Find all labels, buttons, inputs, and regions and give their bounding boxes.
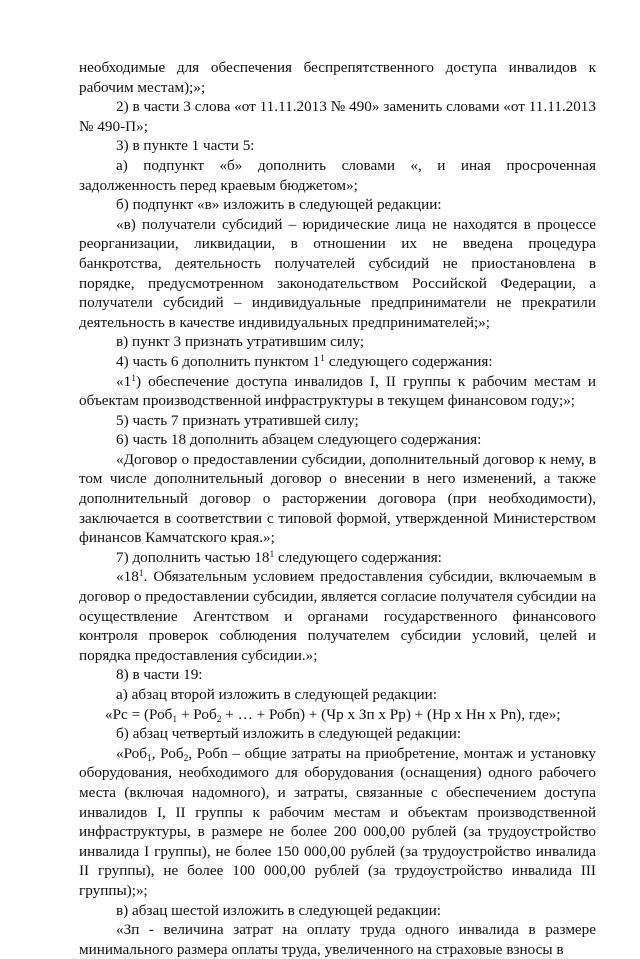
- paragraph-20: в) абзац шестой изложить в следующей редакции:: [116, 901, 442, 919]
- paragraph-9: «$1^1$) обеспечение доступа инвалидов I, II группы к рабочим местам и объектам производственной инфраструктуры в текущем финансовом году;»;: [79, 372, 596, 410]
- paragraph-7: в) пункт 3 признать утратившим силу;: [116, 333, 365, 351]
- paragraph-12: «Договор о предоставлении субсидии, дополнительный договор к нему, в том числе дополнительный договор о внесении в него изменений, а также дополнительный договор о расторжении договора (при необходимости), заключается в соответствии с типовой формой, утвержденной Министерством финансов Камчатского края.»;: [79, 450, 596, 547]
- paragraph-11: 6) часть 18 дополнить абзацем следующего содержания:: [116, 431, 482, 449]
- paragraph-8: 4) часть 6 дополнить пунктом $1^1$ следующего содержания:: [116, 352, 493, 370]
- document-page: [79, 58, 596, 959]
- paragraph-18: б) абзац четвертый изложить в следующей редакции:: [116, 725, 462, 743]
- paragraph-21: «Зп - величина затрат на оплату труда одного инвалида в размере минимального размера оплаты труда, увеличенного на страховые взносы в: [79, 921, 596, 958]
- paragraph-19: «Роб$_1$, Роб$_2$, Робn – общие затраты на приобретение, монтаж и установку оборудования, необходимого для оборудования (оснащения) одного рабочего места (включая надомного), и затраты, связанные с обеспечением доступа инвалидов I, II группы к рабочим местам и объектам производственной инфраструктуры, в размере не более 200 000,00 рублей (за трудоустройство инвалида I группы), не более 150 000,00 рублей (за трудоустройство инвалида II группы), не более 100 000,00 рублей (за трудоустройство инвалида III группы);»;: [79, 744, 596, 899]
- formula-line: «Рс = (Роб$_1$ + Роб$_2$ + … + Робn) + (Чр х Зп х Рр) + (Нр х Нн х Рn), где»;: [105, 705, 561, 725]
- paragraph-1: необходимые для обеспечения беспрепятственного доступа инвалидов к рабочим местам);»;: [79, 59, 596, 96]
- paragraph-6: «в) получатели субсидий – юридические лица не находятся в процессе реорганизации, ликвидации, в отношении их не введена процедура банкротства, деятельность получателей субсидий не приостановлена в порядке, предусмотренном законодательством Российской Федерации, а получатели субсидий – индивидуальные предприниматели не прекратили деятельность в качестве индивидуальных предпринимателей;»;: [79, 215, 596, 331]
- paragraph-14: «$18^1$. Обязательным условием предоставления субсидии, включаемым в договор о предоставлении субсидии, является согласие получателя субсидии на осуществление Агентством и органами государственного финансового контроля проверок соблюдения получателем субсидии условий, целей и порядка предоставления субсидии.»;: [79, 568, 596, 664]
- paragraph-13: 7) дополнить частью $18^1$ следующего содержания:: [116, 548, 442, 566]
- paragraph-16: а) абзац второй изложить в следующей редакции:: [116, 686, 438, 703]
- paragraph-5: б) подпункт «в» изложить в следующей редакции:: [116, 196, 442, 214]
- paragraph-4: а) подпункт «б» дополнить словами «, и иная просроченная задолженность перед краевым бюджетом»;: [79, 156, 596, 194]
- paragraph-3: 3) в пункте 1 части 5:: [116, 137, 255, 155]
- paragraph-2: 2) в части 3 слова «от 11.11.2013 № 490» заменить словами «от 11.11.2013 № 490-П»;: [79, 98, 596, 135]
- paragraph-10: 5) часть 7 признать утратившей силу;: [116, 411, 359, 429]
- paragraph-15: 8) в части 19:: [116, 666, 203, 684]
